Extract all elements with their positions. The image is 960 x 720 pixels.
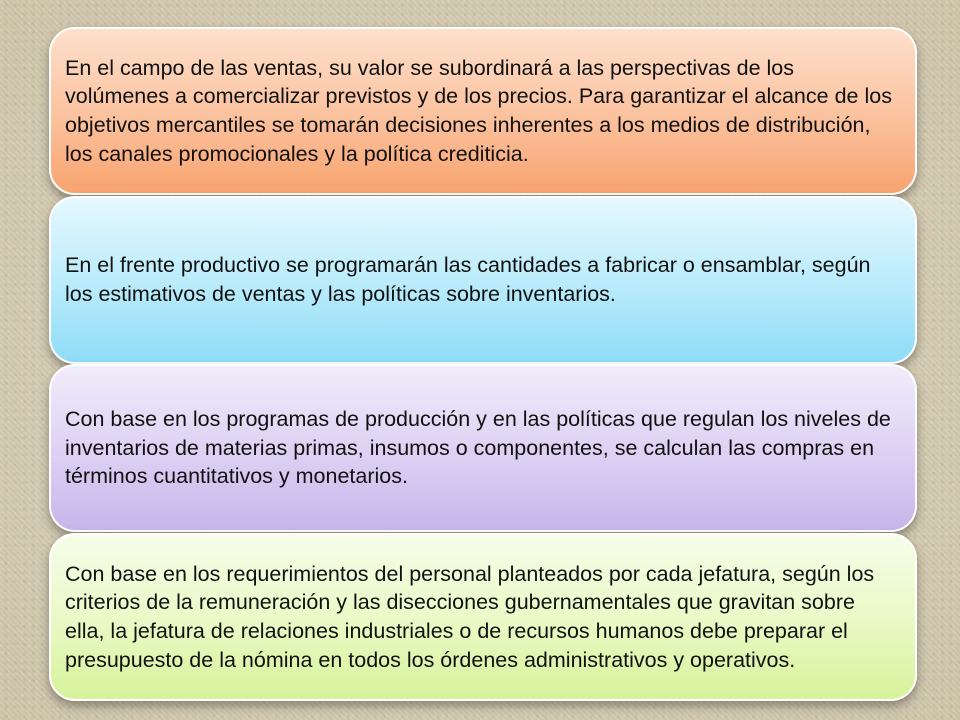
payroll-block-text: Con base en los requerimientos del personal planteados por cada jefatura, según los criterios de la remuneración y las disecciones gubernamentales que gravitan sobre ella, la jefatura de relaciones industriales o de recursos humanos debe preparar el presupuesto de la nómina en todos los órdenes administrativos y operativos. bbox=[65, 561, 875, 672]
purchases-block bbox=[49, 364, 917, 532]
payroll-block bbox=[49, 533, 917, 701]
sales-block bbox=[49, 27, 917, 195]
purchases-block-text: Con base en los programas de producción y en las políticas que regulan los niveles de inventarios de materias primas, insumos o componentes, se calculan las compras en términos cuantitativos y monetarios. bbox=[65, 407, 891, 489]
production-block bbox=[49, 196, 917, 364]
sales-block-text: En el campo de las ventas, su valor se subordinará a las perspectivas de los volúmenes a comercializar previstos y de los precios. Para garantizar el alcance de los objetivos mercantiles se tomarán decisiones inherentes a los medios de distribución, los canales promocionales y la política crediticia. bbox=[65, 55, 892, 166]
production-block-text: En el frente productivo se programarán las cantidades a fabricar o ensamblar, según los estimativos de ventas y las políticas sobre inventarios. bbox=[65, 253, 871, 306]
